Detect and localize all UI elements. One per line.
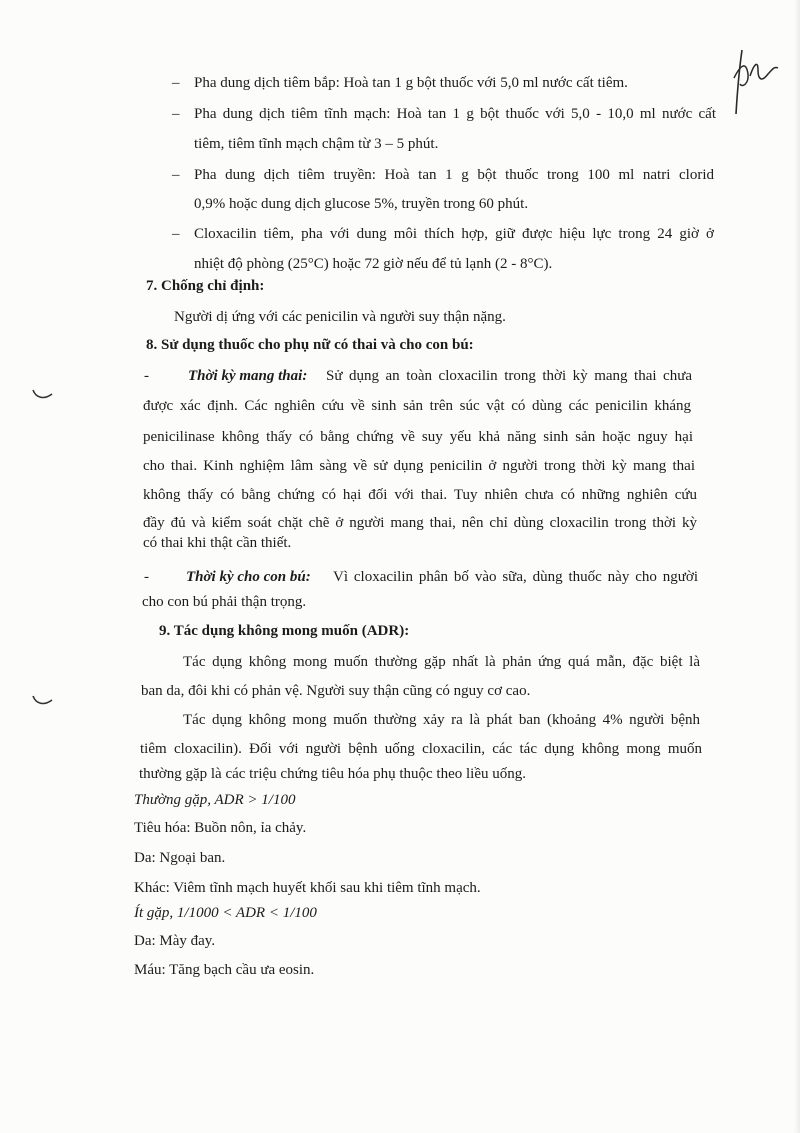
paragraph-line: ban da, đôi khi có phản vệ. Người suy thận cũng có nguy cơ cao.	[141, 683, 531, 699]
paragraph-line: Người dị ứng với các penicilin và người suy thận nặng.	[174, 309, 506, 325]
handwritten-initials	[728, 44, 788, 124]
paragraph-line: đầy đủ và kiểm soát chặt chẽ ở người mang thai, nên chỉ dùng cloxacilin trong thời kỳ	[143, 515, 697, 531]
adr-item: Da: Ngoại ban.	[134, 850, 226, 866]
paragraph-line: Tác dụng không mong muốn thường gặp nhất là phản ứng quá mẫn, đặc biệt là	[183, 654, 700, 670]
paragraph-line: tiêm cloxacilin). Đối với người bệnh uống cloxacilin, các tác dụng không mong muốn	[140, 741, 702, 757]
paragraph-line: cho con bú phải thận trọng.	[142, 594, 307, 610]
subheading-label: Thời kỳ cho con bú:	[186, 569, 311, 585]
list-dash: –	[172, 167, 180, 183]
adr-item: Máu: Tăng bạch cầu ưa eosin.	[134, 962, 315, 978]
list-dash: –	[172, 106, 180, 122]
paragraph-line: cho thai. Kinh nghiệm lâm sàng về sử dụng penicilin ở người trong thời kỳ mang thai	[143, 458, 695, 474]
adr-item: Khác: Viêm tĩnh mạch huyết khối sau khi tiêm tĩnh mạch.	[134, 880, 481, 896]
list-dash: –	[172, 75, 180, 91]
paragraph-line: không thấy có bằng chứng có hại đối với thai. Tuy nhiên chưa có những nghiên cứu	[143, 487, 697, 503]
binder-mark-bottom	[30, 690, 56, 710]
list-item-text: Cloxacilin tiêm, pha với dung môi thích hợp, giữ được hiệu lực trong 24 giờ ở	[194, 226, 714, 242]
section-heading: 8. Sử dụng thuốc cho phụ nữ có thai và cho con bú:	[146, 337, 474, 353]
paragraph-line: Vì cloxacilin phân bố vào sữa, dùng thuốc này cho người	[333, 569, 698, 585]
list-item-text: nhiệt độ phòng (25°C) hoặc 72 giờ nếu để tủ lạnh (2 - 8°C).	[194, 256, 553, 272]
page-edge	[794, 0, 800, 1133]
paragraph-line: có thai khi thật cần thiết.	[143, 535, 292, 551]
paragraph-line: thường gặp là các triệu chứng tiêu hóa phụ thuộc theo liều uống.	[139, 766, 527, 782]
list-item-text: 0,9% hoặc dung dịch glucose 5%, truyền trong 60 phút.	[194, 196, 529, 212]
list-item-text: tiêm, tiêm tĩnh mạch chậm từ 3 – 5 phút.	[194, 136, 439, 152]
frequency-heading: Ít gặp, 1/1000 < ADR < 1/100	[134, 905, 317, 921]
frequency-heading: Thường gặp, ADR > 1/100	[134, 792, 296, 808]
list-dash: –	[172, 226, 180, 242]
paragraph-line: Sử dụng an toàn cloxacilin trong thời kỳ mang thai chưa	[326, 368, 692, 384]
list-item-text: Pha dung dịch tiêm tĩnh mạch: Hoà tan 1 g bột thuốc với 5,0 - 10,0 ml nước cất	[194, 106, 716, 122]
paragraph-line: Tác dụng không mong muốn thường xảy ra là phát ban (khoảng 4% người bệnh	[183, 712, 700, 728]
list-item-text: Pha dung dịch tiêm truyền: Hoà tan 1 g bột thuốc trong 100 ml natri clorid	[194, 167, 714, 183]
paragraph-line: được xác định. Các nghiên cứu về sinh sản trên súc vật có dùng các penicilin kháng	[143, 398, 691, 414]
adr-item: Tiêu hóa: Buồn nôn, ỉa chảy.	[134, 820, 307, 836]
paragraph-line: penicilinase không thấy có bằng chứng về suy yếu khả năng sinh sản hoặc nguy hại	[143, 429, 693, 445]
subheading-label: Thời kỳ mang thai:	[188, 368, 308, 384]
adr-item: Da: Mày đay.	[134, 933, 216, 949]
list-dash: -	[144, 569, 149, 585]
list-item-text: Pha dung dịch tiêm bắp: Hoà tan 1 g bột thuốc với 5,0 ml nước cất tiêm.	[194, 75, 628, 91]
list-dash: -	[144, 368, 149, 384]
section-heading: 7. Chống chỉ định:	[146, 278, 265, 294]
section-heading: 9. Tác dụng không mong muốn (ADR):	[159, 623, 410, 639]
binder-mark-top	[30, 384, 56, 404]
